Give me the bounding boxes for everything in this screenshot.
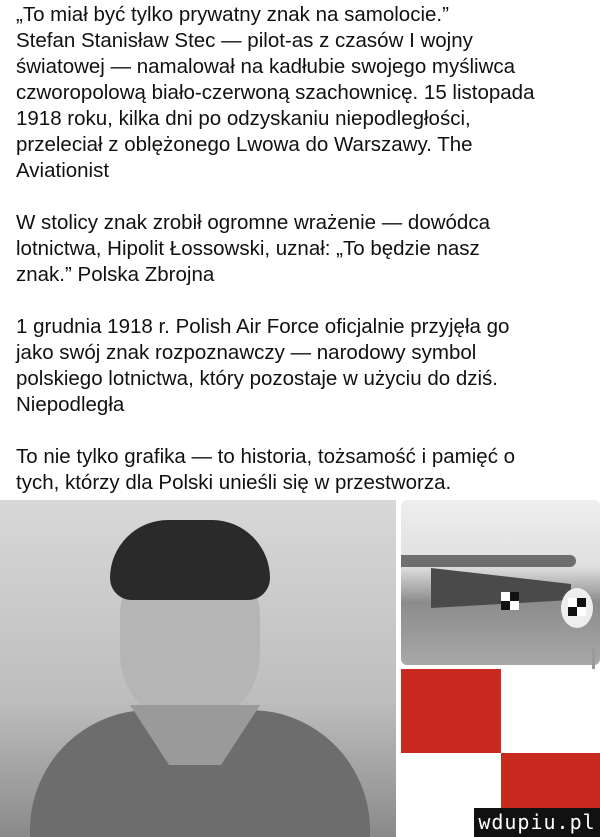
white-square — [501, 669, 600, 753]
text-line: 1918 roku, kilka dni po odzyskaniu niepodległości, — [16, 107, 471, 130]
rudder-checkerboard — [568, 598, 586, 616]
checkerboard-insignia — [501, 592, 519, 610]
text-line: tych, którzy dla Polski unieśli się w przestworza. — [16, 471, 452, 494]
paragraph-4 — [16, 444, 596, 496]
text-line: czworopolową biało-czerwoną szachownicę. 15 listopada — [16, 81, 535, 104]
paragraph-3 — [16, 314, 596, 418]
text-line: polskiego lotnictwa, który pozostaje w użyciu do dziś. — [16, 367, 498, 390]
text-line: znak.” Polska Zbrojna — [16, 263, 215, 286]
text-line: 1 grudnia 1918 r. Polish Air Force oficjalnie przyjęła go — [16, 315, 510, 338]
text-line: Aviationist — [16, 159, 110, 182]
text-line: W stolicy znak zrobił ogromne wrażenie — dowódca — [16, 211, 490, 234]
post-text — [16, 2, 596, 522]
paragraph-1 — [16, 2, 596, 184]
hair — [110, 520, 270, 600]
paragraph-2 — [16, 210, 596, 288]
text-line: „To miał być tylko prywatny znak na samolocie.” — [16, 3, 449, 26]
text-line: jako swój znak rozpoznawczy — narodowy symbol — [16, 341, 477, 364]
text-line: To nie tylko grafika — to historia, tożsamość i pamięć o — [16, 445, 516, 468]
text-line: światowej — namalował na kadłubie swojego myśliwca — [16, 55, 516, 78]
watermark: wdupiu.pl — [474, 808, 600, 837]
biplane-photo — [401, 500, 600, 665]
wing — [401, 555, 576, 567]
text-line: przeleciał z oblężonego Lwowa do Warszawy. The — [16, 133, 473, 156]
text-line: lotnictwa, Hipolit Łossowski, uznał: „To będzie nasz — [16, 237, 480, 260]
red-square — [401, 669, 501, 753]
text-line: Stefan Stanisław Stec — pilot-as z czasów I wojny — [16, 29, 473, 52]
pilot-portrait-photo — [0, 500, 396, 837]
text-line: Niepodległa — [16, 393, 125, 416]
